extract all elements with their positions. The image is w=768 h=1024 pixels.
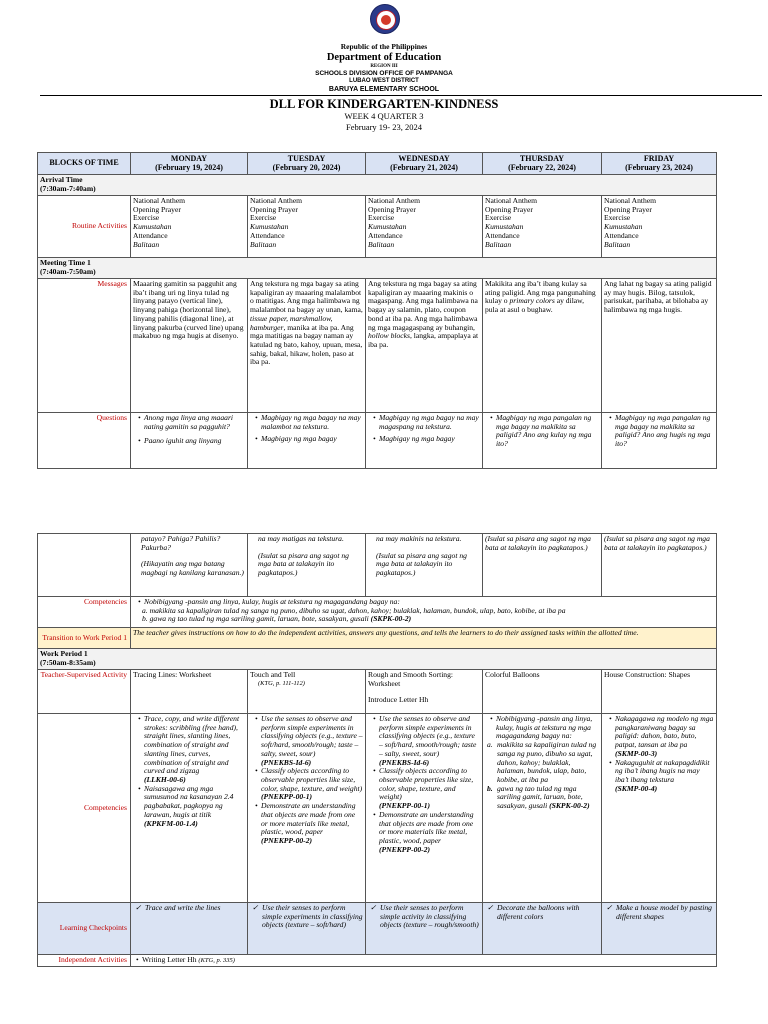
competencies-label-2: Competencies (38, 714, 131, 903)
blocks-of-time-header: BLOCKS OF TIME (38, 153, 131, 175)
tsa-thursday: Colorful Balloons (483, 670, 602, 714)
messages-monday: Maaaring gamitin sa pagguhit ang iba’t ibang uri ng linya tulad ng linyang patayo (vertical line), linyang pahiga (horizontal line), linyang pahilis (diagonal line), at linyang pakurba (curved line) upang makabuo ng mga hugis at disenyo. (131, 279, 248, 413)
table-header-row (38, 153, 717, 175)
questions-friday: • Magbigay ng mga pangalan ng mga bagay na makikita sa paligid? Ano ang hugis ng mga ito? (602, 413, 717, 469)
checkpoint-wednesday: ✓ Use their senses to perform simple activity in classifying objects (texture – rough/smooth) (366, 903, 483, 955)
dll-table-page-1 (37, 152, 717, 469)
department-line: Department of Education (326, 52, 442, 63)
messages-tuesday: Ang tekstura ng mga bagay sa ating kapaligiran ay maaaring malalambot o matitigas. Ang mga halimbawa ng malalambot na bagay ay unan, kama, tissue paper, marshmallow, hamburger, manika at iba pa. Ang mga matitigas na bagay naman ay katulad ng bato, kahoy, upuan, mesa, sahig, bakal, hikaw, holen, paso at iba pa. (248, 279, 366, 413)
school-line: BARUYA ELEMENTARY SCHOOL (328, 86, 440, 93)
questions-monday: • Anong mga linya ang maaari nating gamitin sa pagguhit? • Paano iguhit ang linyang (131, 413, 248, 469)
document-title: DLL FOR KINDERGARTEN-KINDNESS (269, 97, 499, 111)
day-header-monday: MONDAY (February 19, 2024) (131, 153, 248, 175)
transition-label: Transition to Work Period 1 (38, 628, 131, 649)
day-header-tuesday: TUESDAY (February 20, 2024) (248, 153, 366, 175)
tsa-wednesday: Rough and Smooth Sorting: Worksheet Introduce Letter Hh (366, 670, 483, 714)
learning-checkpoints-label: Learning Checkpoints (38, 903, 131, 955)
dll-table-page-2 (37, 533, 717, 967)
routine-cell-tuesday: National Anthem Opening Prayer Exercise Kumustahan Attendance Balitaan (248, 196, 366, 258)
competencies-row-1 (38, 597, 717, 628)
learning-checkpoints-row (38, 903, 717, 955)
week-quarter: WEEK 4 QUARTER 3 (344, 111, 424, 121)
checkpoint-thursday: ✓ Decorate the balloons with different colors (483, 903, 602, 955)
questions-tuesday: • Magbigay ng mga bagay na may malambot na tekstura. • Magbigay ng mga bagay (248, 413, 366, 469)
questions-cont-monday: patayo? Pahiga? Pahilis? Pakurba? (Hikayatin ang mga batang magbagi ng kanilang karanasan.) (131, 534, 248, 597)
day-header-wednesday: WEDNESDAY (February 21, 2024) (366, 153, 483, 175)
questions-row (38, 413, 717, 469)
competencies-thursday: • Nobibigyang -pansin ang linya, kulay, hugis at tekstura ng mga magagandang bagay na: a. makikita sa kapaligiran tulad ng sanga ng puno, dibuho sa ugat, dahon, kahoy; bulaklak, halaman, bundok, ulap, bato, kobibe, at iba pa b. gawa ng tao tulad ng mga sariling gamit, laruan, bote, sasakyan, gusali (SKPK-00-2) (483, 714, 602, 903)
messages-friday: Ang lahat ng bagay sa ating paligid ay may hugis. Bilog, tatsulok, parisukat, parihaba, at bilohaba ay halimbawa ng mga hugis. (602, 279, 717, 413)
messages-row (38, 279, 717, 413)
tsa-monday: Tracing Lines: Worksheet (131, 670, 248, 714)
competencies-wednesday: • Use the senses to observe and perform simple experiments in classifying objects (e.g., texture – soft/hard, smooth/rough; taste – salty, sweet, sour) (PNEKBS-Id-6) • Classify objects according to observable properties like size, color, shape, texture, and weight) (PNEKPP-00-1) • Demonstrate an understanding that objects are made from one or more materials like metal, plastic, wood, paper (PNEKPP-00-2) (366, 714, 483, 903)
checkpoint-tuesday: ✓ Use their senses to perform simple experiments in classifying objects (texture – soft/hard) (248, 903, 366, 955)
meeting-time-row (38, 258, 717, 279)
tsa-friday: House Construction: Shapes (602, 670, 717, 714)
header-divider (40, 95, 762, 96)
deped-seal-logo (370, 4, 400, 34)
work-period-row (38, 649, 717, 670)
questions-wednesday: • Magbigay ng mga bagay na may magaspang na tekstura. • Magbigay ng mga bagay (366, 413, 483, 469)
questions-cont-thursday: (Isulat sa pisara ang sagot ng mga bata at talakayin ito pagkatapos.) (483, 534, 602, 597)
independent-activities-cell: • Writing Letter Hh (KTG, p. 335) (131, 955, 717, 967)
transition-row (38, 628, 717, 649)
checkpoint-monday: ✓ Trace and write the lines (131, 903, 248, 955)
competencies-label-1: Competencies (38, 597, 131, 628)
competencies-monday: • Trace, copy, and write different strokes: scribbling (free hand), straight lines, slanting lines, combination of straight and slanting lines, curves, combination of straight and curved and zigzag (LLKH-00-6) • Naisasagawa ang mga sumusunod na kasanayan 2.4 pagbabakat, pagkopya ng larawan, hugis at titik (KPKFM-00-1.4) (131, 714, 248, 903)
republic-line: Republic of the Philippines (340, 42, 428, 51)
routine-cell-monday: National Anthem Opening Prayer Exercise Kumustahan Attendance Balitaan (131, 196, 248, 258)
arrival-time-heading: Arrival Time (7:30am-7:40am) (38, 175, 717, 196)
competencies-tuesday: • Use the senses to observe and perform simple experiments in classifying objects (e.g., texture – soft/hard, smooth/rough; taste – salty, sweet, sour) (PNEKBS-Id-6) • Classify objects according to observable properties like size, color, shape, texture, and weight) (PNEKPP-00-1) • Demonstrate an understanding that objects are made from one or more materials like metal, plastic, wood, paper (PNEKPP-00-2) (248, 714, 366, 903)
routine-cell-thursday: National Anthem Opening Prayer Exercise Kumustahan Attendance Balitaan (483, 196, 602, 258)
messages-thursday: Makikita ang iba’t ibang kulay sa ating paligid. Ang mga pangunahing kulay o primary colors ay dilaw, pula at asul o bughaw. (483, 279, 602, 413)
routine-cell-wednesday: National Anthem Opening Prayer Exercise Kumustahan Attendance Balitaan (366, 196, 483, 258)
questions-cont-wednesday: na may makinis na tekstura. (Isulat sa pisara ang sagot ng mga bata at talakayin ito pagkatapos.) (366, 534, 483, 597)
questions-cont-friday: (Isulat sa pisara ang sagot ng mga bata at talakayin ito pagkatapos.) (602, 534, 717, 597)
day-header-thursday: THURSDAY (February 22, 2024) (483, 153, 602, 175)
checkpoint-friday: ✓ Make a house model by pasting different shapes (602, 903, 717, 955)
teacher-supervised-row (38, 670, 717, 714)
questions-thursday: • Magbigay ng mga pangalan ng mga bagay na makikita sa paligid? Ano ang kulay ng mga ito? (483, 413, 602, 469)
questions-cont-tuesday: na may matigas na tekstura. (Isulat sa pisara ang sagot ng mga bata at talakayin ito pagkatapos.) (248, 534, 366, 597)
work-period-heading: Work Period 1 (7:50am-8:35am) (38, 649, 717, 670)
tsa-tuesday: Touch and Tell (KTG, p. 111-112) (248, 670, 366, 714)
district-line: LUBAO WEST DISTRICT (349, 78, 419, 84)
messages-label: Messages (38, 279, 131, 413)
meeting-time-heading: Meeting Time 1 (7:40am-7:50am) (38, 258, 717, 279)
routine-activities-label: Routine Activities (38, 196, 131, 258)
arrival-time-row (38, 175, 717, 196)
transition-text: The teacher gives instructions on how to do the independent activities, answers any questions, and tells the learners to do their assigned tasks within the allotted time. (131, 628, 717, 649)
questions-continued-label (38, 534, 131, 597)
routine-cell-friday: National Anthem Opening Prayer Exercise Kumustahan Attendance Balitaan (602, 196, 717, 258)
region-line: REGION III (370, 64, 398, 69)
routine-activities-row (38, 196, 717, 258)
questions-label: Questions (38, 413, 131, 469)
messages-wednesday: Ang tekstura ng mga bagay sa ating kapaligiran ay maaaring makinis o magaspang. Ang mga halimbawa na bagay ay salamin, plato, coupon bond at iba pa. Ang mga halimbawa ng mga magagaspang ay buhangin, hollow blocks, langka, ampaplaya at iba pa. (366, 279, 483, 413)
competencies-row-2 (38, 714, 717, 903)
competencies-merged-cell: • Nobibigyang -pansin ang linya, kulay, hugis at tekstura ng magagandang bagay na: a. makikita sa kapaligiran tulad ng sanga ng puno, dibuho sa ugat, dahon, kahoy; bulaklak, halaman, bundok, ulap, bato, kobibe, at iba pa b. gawa ng tao tulad ng mga sariling gamit, laruan, bote, sasakyan, gusali (SKPK-00-2) (131, 597, 717, 628)
independent-activities-label: Independent Activities (38, 955, 131, 967)
questions-continued-row (38, 534, 717, 597)
day-header-friday: FRIDAY (February 23, 2024) (602, 153, 717, 175)
teacher-supervised-label: Teacher-Supervised Activity (38, 670, 131, 714)
date-range: February 19- 23, 2024 (345, 122, 422, 132)
division-line: SCHOOLS DIVISION OFFICE OF PAMPANGA (315, 70, 453, 77)
competencies-friday: • Nakagagawa ng modelo ng mga pangkaraniwang bagay sa paligid: dahon, bato, buto, patpat, tansan at iba pa (SKMP-00-3) • Nakaguguhit at nakapagdidikit ng iba’t ibang hugis na may iba’t ibang tekstura (SKMP-00-4) (602, 714, 717, 903)
independent-activities-row (38, 955, 717, 967)
